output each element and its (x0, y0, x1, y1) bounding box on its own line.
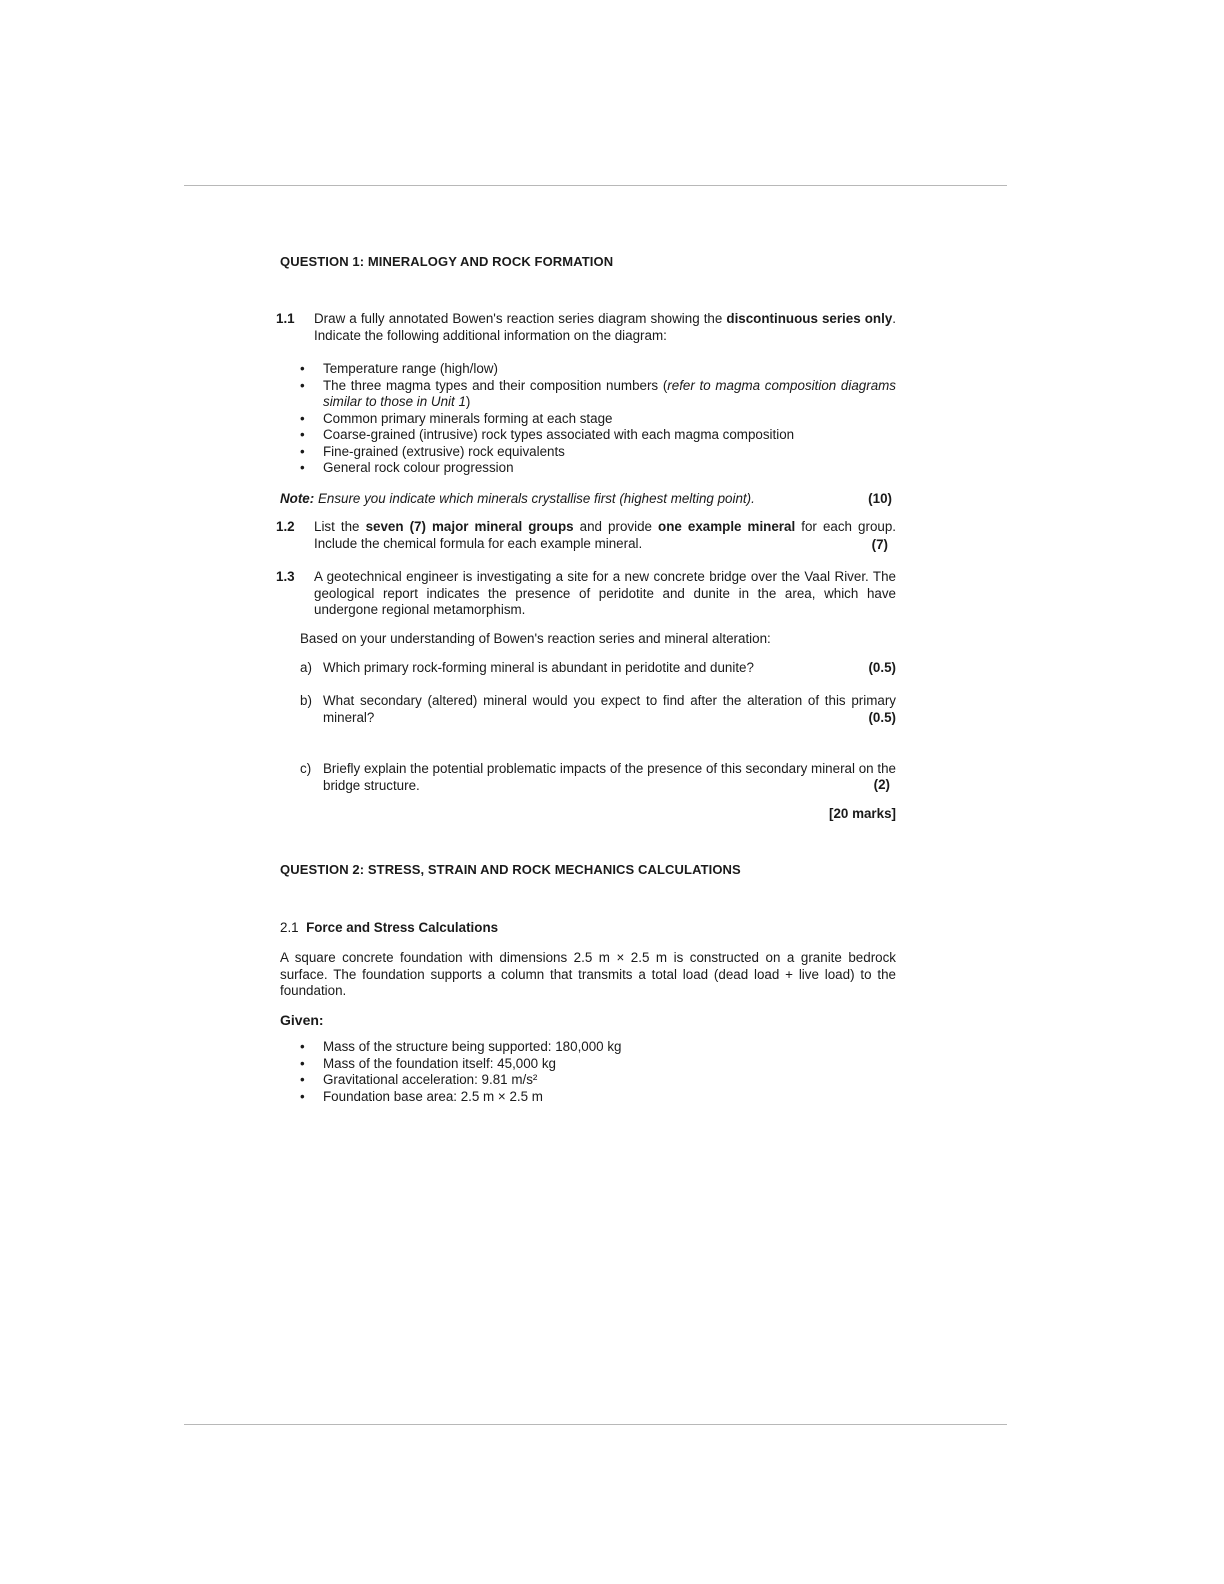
question-number: 1.2 (276, 519, 295, 534)
question-1-1-text: Draw a fully annotated Bowen's reaction series diagram showing the discontinuous series only. Indicate the following additional information on the diagram: (314, 311, 896, 343)
list-item: • Foundation base area: 2.5 m × 2.5 m (300, 1089, 896, 1106)
note-line: Note: Ensure you indicate which minerals crystallise first (highest melting point). (10) (280, 491, 892, 506)
footer-rule (184, 1424, 1007, 1425)
list-item: • Mass of the structure being supported: 180,000 kg (300, 1039, 896, 1056)
list-item: • Gravitational acceleration: 9.81 m/s² (300, 1072, 896, 1089)
list-item: • Coarse-grained (intrusive) rock types associated with each magma composition (300, 427, 896, 444)
list-item: • Temperature range (high/low) (300, 361, 896, 378)
question-number: 1.1 (276, 311, 295, 326)
list-item: • Mass of the foundation itself: 45,000 kg (300, 1056, 896, 1073)
question-1-heading: QUESTION 1: MINERALOGY AND ROCK FORMATION (280, 254, 614, 269)
diagram-requirements-list (300, 361, 896, 477)
question-number: 1.3 (276, 569, 295, 584)
marks-value: (0.5) (868, 710, 896, 725)
list-item: • The three magma types and their composition numbers (refer to magma composition diagrams similar to those in Unit 1) (300, 378, 896, 411)
marks-value: (2) (873, 777, 890, 792)
question-1-3-intro: Based on your understanding of Bowen's reaction series and mineral alteration: (300, 631, 771, 646)
marks-value: (0.5) (868, 660, 896, 675)
foundation-paragraph: A square concrete foundation with dimensions 2.5 m × 2.5 m is constructed on a granite bedrock surface. The foundation supports a column that transmits a total load (dead load + live load) to the foundation. (280, 950, 896, 998)
header-rule (184, 185, 1007, 186)
marks-value: (10) (868, 491, 892, 506)
section-2-1-heading: 2.1 Force and Stress Calculations (280, 920, 499, 935)
marks-value: (7) (871, 537, 888, 552)
question-1-3-text: A geotechnical engineer is investigating a site for a new concrete bridge over the Vaal River. The geological report indicates the presence of peridotite and dunite in the area, which have undergone regional metamorphism. (314, 569, 896, 617)
question-2-heading: QUESTION 2: STRESS, STRAIN AND ROCK MECHANICS CALCULATIONS (280, 862, 741, 877)
given-label: Given: (280, 1012, 324, 1028)
given-list (300, 1039, 896, 1105)
list-item: • General rock colour progression (300, 460, 896, 477)
list-item: • Fine-grained (extrusive) rock equivalents (300, 444, 896, 461)
question-1-total: [20 marks] (829, 806, 896, 821)
list-item: • Common primary minerals forming at each stage (300, 411, 896, 428)
question-1-2-text: List the seven (7) major mineral groups and provide one example mineral for each group. Include the chemical formula for each example mineral. (314, 519, 897, 551)
